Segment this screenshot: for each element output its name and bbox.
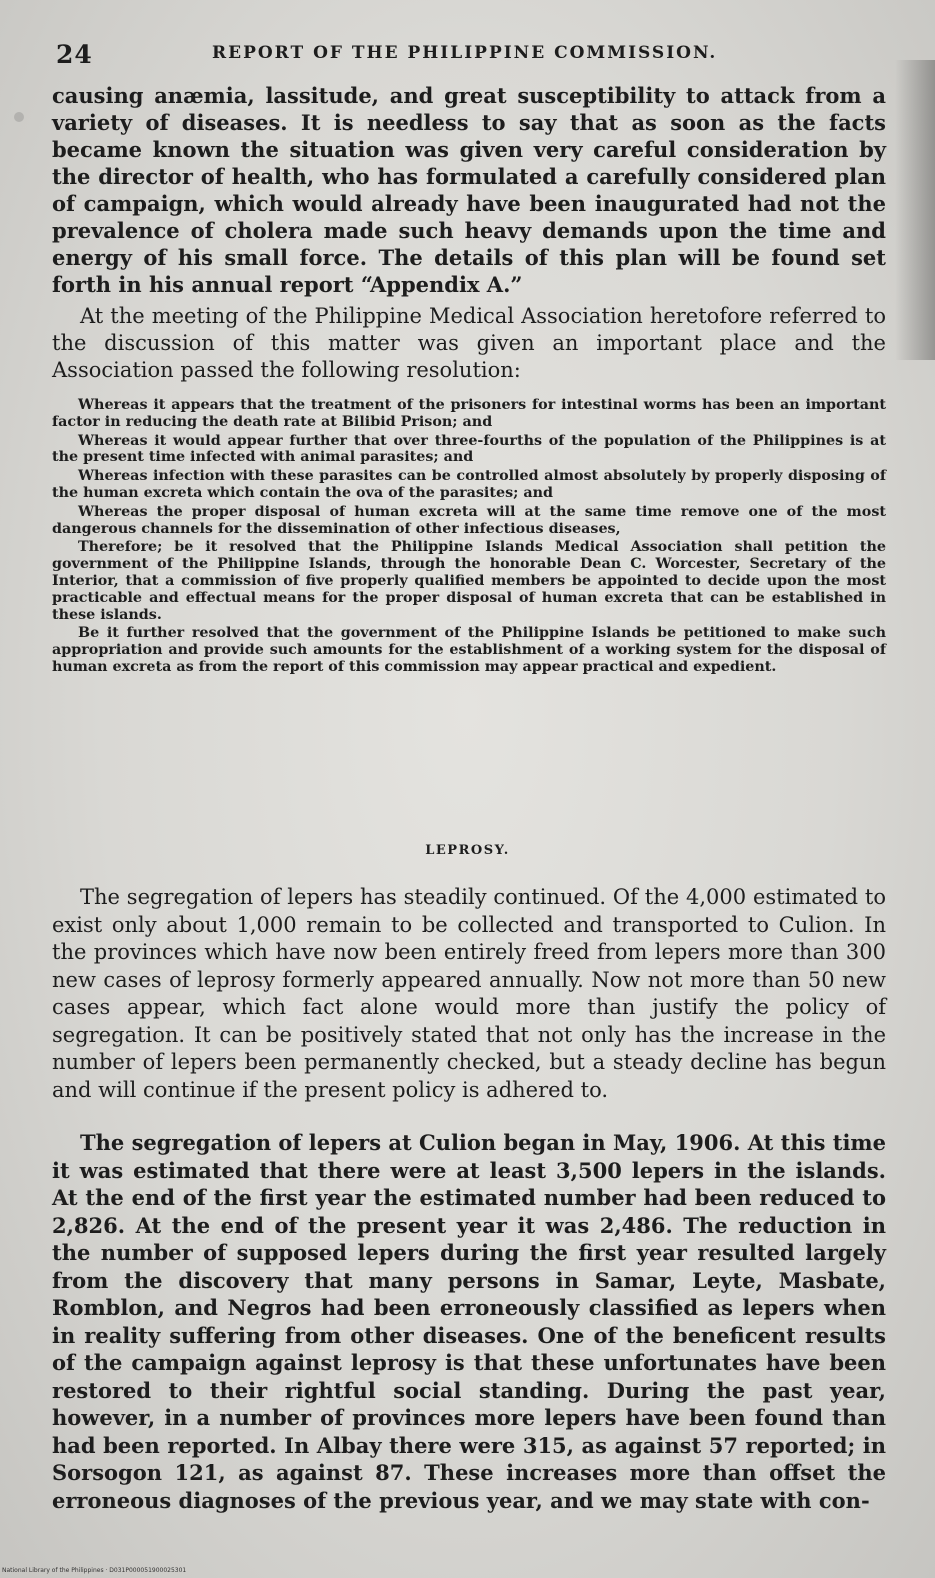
paragraph-segregation: The segregation of lepers has steadily continued. Of the 4,000 estimated to exist only about 1,000 remain to be collected and transported to Culion. In the provinces which have now been entirely freed from lepers more than 300 new cases of leprosy formerly appeared annually. Now not more than 50 new cases appear, which fact alone would more than justify the policy of segregation. It can be positively stated that not only has the increase in the number of lepers been permanently checked, but a steady decline has begun and will continue if the present policy is adhered to.: [52, 885, 886, 1102]
resolution-clause: Whereas it appears that the treatment of the prisoners for intestinal worms has been an important factor in reducing the death rate at Bilibid Prison; and: [52, 397, 886, 430]
resolution-clause: Therefore; be it resolved that the Philippine Islands Medical Association shall petition the government of the Philippine Islands, through the honorable Dean C. Worcester, Secretary of the Interior, that a commission of five properly qualified members be appointed to decide upon the most practicable and effectual means for the proper disposal of human excreta that can be established in these islands.: [52, 539, 886, 623]
library-footer-note: National Library of the Philippines · D031P000051900025301: [2, 1567, 187, 1574]
smudge-mark: [14, 112, 24, 122]
paragraph-culion: The segregation of lepers at Culion began in May, 1906. At this time it was estimated that there were at least 3,500 lepers in the islands. At the end of the first year the estimated number had been reduced to 2,826. At the end of the present year it was 2,486. The reduction in the number of supposed lepers during the first year resulted largely from the discovery that many persons in Samar, Leyte, Masbate, Romblon, and Negros had been erroneously classified as lepers when in reality suffering from other diseases. One of the beneficent results of the campaign against leprosy is that these unfortunates have been restored to their rightful social standing. During the past year, however, in a number of provinces more lepers have been found than had been reported. In Albay there were 315, as against 57 reported; in Sorsogon 121, as against 87. These increases more than offset the erroneous diagnoses of the previous year, and we may state with con-: [52, 1130, 886, 1513]
paragraph-medical-association: At the meeting of the Philippine Medical Association heretofore referred to the discussion of this matter was given an important place and the Association passed the following resolution:: [52, 304, 886, 382]
running-head: REPORT OF THE PHILIPPINE COMMISSION.: [212, 43, 718, 63]
page-number: 24: [56, 40, 93, 69]
paragraph-anaemia: causing anæmia, lassitude, and great susceptibility to attack from a variety of diseases. It is needless to say that as soon as the facts became known the situation was given very careful consideration by the director of health, who has formulated a carefully considered plan of campaign, which would already have been inaugurated had not the prevalence of cholera made such heavy demands upon the time and energy of his small force. The details of this plan will be found set forth in his annual report “Appendix A.”: [52, 83, 886, 297]
resolution-clause: Whereas the proper disposal of human excreta will at the same time remove one of the most dangerous channels for the dissemination of other infectious diseases,: [52, 503, 886, 537]
resolution-block: [52, 397, 886, 678]
resolution-clause: Whereas it would appear further that over three-fourths of the population of the Philippines is at the present time infected with animal parasites; and: [52, 432, 886, 466]
page-header: [56, 32, 876, 72]
resolution-clause: Whereas infection with these parasites can be controlled almost absolutely by properly disposing of the human excreta which contain the ova of the parasites; and: [52, 468, 886, 501]
page-edge-shadow: [895, 60, 935, 360]
section-title-leprosy: LEPROSY.: [425, 843, 510, 858]
resolution-clause: Be it further resolved that the government of the Philippine Islands be petitioned to make such appropriation and provide such amounts for the establishment of a working system for the disposal of human excreta as from the report of this commission may appear practical and expedient.: [52, 625, 886, 675]
